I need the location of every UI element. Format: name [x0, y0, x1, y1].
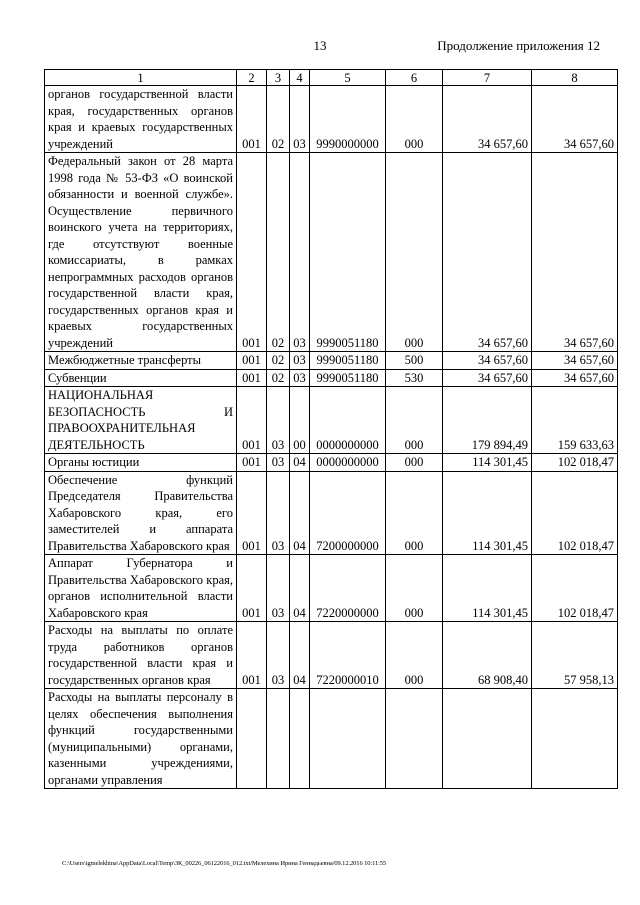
cell-code-2: 001: [237, 471, 267, 555]
cell-code-6: 530: [386, 369, 443, 387]
row-name: Федеральный закон от 28 марта 1998 года № 53-ФЗ «О воинской обязанности и военной службе». Осуществление первичного воинского учета на территориях, где отсутствуют военные комиссариаты, в рамках непрограммных расходов органов государственной власти края, государственных органов края и краевых государственных учреждений: [45, 153, 237, 352]
cell-code-4: [290, 689, 310, 789]
cell-code-5: 9990051180: [310, 153, 386, 352]
cell-amount-7: 34 657,60: [443, 86, 532, 153]
table-row: [45, 387, 618, 454]
column-number: 3: [267, 70, 290, 86]
row-name: Межбюджетные трансферты: [45, 352, 237, 370]
column-number: 4: [290, 70, 310, 86]
cell-amount-8: 57 958,13: [532, 622, 618, 689]
cell-amount-8: [532, 689, 618, 789]
column-number: 2: [237, 70, 267, 86]
table-row: [45, 86, 618, 153]
cell-amount-8: 34 657,60: [532, 86, 618, 153]
cell-amount-7: 34 657,60: [443, 352, 532, 370]
cell-code-6: 000: [386, 555, 443, 622]
cell-amount-8: 102 018,47: [532, 454, 618, 472]
cell-code-4: 00: [290, 387, 310, 454]
cell-code-6: 000: [386, 86, 443, 153]
column-number-row: [45, 70, 618, 86]
cell-amount-7: 114 301,45: [443, 471, 532, 555]
cell-code-3: 03: [267, 555, 290, 622]
cell-code-4: 03: [290, 369, 310, 387]
cell-code-5: 9990051180: [310, 369, 386, 387]
cell-amount-7: 34 657,60: [443, 369, 532, 387]
cell-code-4: 04: [290, 555, 310, 622]
continuation-label: Продолжение приложения 12: [437, 38, 600, 53]
cell-code-6: 000: [386, 153, 443, 352]
cell-code-6: 000: [386, 471, 443, 555]
cell-code-4: 04: [290, 622, 310, 689]
cell-code-4: 04: [290, 454, 310, 472]
cell-code-3: 03: [267, 471, 290, 555]
row-name: органов государственной власти края, государственных органов края и краевых государственных учреждений: [45, 86, 237, 153]
cell-code-2: 001: [237, 387, 267, 454]
column-number: 7: [443, 70, 532, 86]
cell-code-2: 001: [237, 555, 267, 622]
page-number: 13: [313, 38, 327, 53]
cell-code-5: 0000000000: [310, 387, 386, 454]
cell-code-3: 03: [267, 622, 290, 689]
cell-amount-8: 102 018,47: [532, 471, 618, 555]
row-name: Органы юстиции: [45, 454, 237, 472]
row-name: Расходы на выплаты по оплате труда работников органов государственной власти края и государственных органов края: [45, 622, 237, 689]
cell-code-3: 02: [267, 153, 290, 352]
cell-code-4: 04: [290, 471, 310, 555]
table-row: [45, 369, 618, 387]
row-name: НАЦИОНАЛЬНАЯ БЕЗОПАСНОСТЬ И ПРАВООХРАНИТЕЛЬНАЯ ДЕЯТЕЛЬНОСТЬ: [45, 387, 237, 454]
cell-code-2: 001: [237, 369, 267, 387]
budget-table: [44, 69, 618, 789]
row-name: Аппарат Губернатора и Правительства Хабаровского края, органов исполнительной власти Хабаровского края: [45, 555, 237, 622]
cell-code-2: 001: [237, 352, 267, 370]
cell-amount-7: [443, 689, 532, 789]
cell-code-3: 03: [267, 454, 290, 472]
cell-code-2: 001: [237, 454, 267, 472]
cell-code-2: 001: [237, 622, 267, 689]
cell-code-3: 03: [267, 387, 290, 454]
table-row: [45, 555, 618, 622]
row-name: Расходы на выплаты персоналу в целях обеспечения выполнения функций государственными (муниципальными) органами, казенными учреждениями, органами управления: [45, 689, 237, 789]
row-name: Обеспечение функций Председателя Правительства Хабаровского края, его заместителей и аппарата Правительства Хабаровского края: [45, 471, 237, 555]
cell-code-6: [386, 689, 443, 789]
cell-code-6: 000: [386, 454, 443, 472]
cell-code-5: 0000000000: [310, 454, 386, 472]
column-number: 5: [310, 70, 386, 86]
cell-amount-7: 179 894,49: [443, 387, 532, 454]
cell-code-5: 9990000000: [310, 86, 386, 153]
cell-code-2: 001: [237, 153, 267, 352]
cell-amount-8: 34 657,60: [532, 369, 618, 387]
table-row: [45, 454, 618, 472]
table-row: [45, 471, 618, 555]
cell-code-2: [237, 689, 267, 789]
table-row: [45, 689, 618, 789]
column-number: 6: [386, 70, 443, 86]
cell-code-5: 7220000000: [310, 555, 386, 622]
cell-amount-8: 159 633,63: [532, 387, 618, 454]
row-name: Субвенции: [45, 369, 237, 387]
cell-code-4: 03: [290, 153, 310, 352]
cell-amount-7: 68 908,40: [443, 622, 532, 689]
cell-code-4: 03: [290, 352, 310, 370]
cell-amount-7: 114 301,45: [443, 454, 532, 472]
file-path-footer: C:\Users\igmelekhina\AppData\Local\Temp\ЗК_00226_06122016_012.txt/Мелехина Ирина Геннадьевна/09.12.2016 10:11:55: [62, 860, 387, 867]
table-row: [45, 153, 618, 352]
cell-amount-7: 34 657,60: [443, 153, 532, 352]
cell-code-3: 02: [267, 369, 290, 387]
cell-code-3: 02: [267, 352, 290, 370]
cell-code-6: 000: [386, 387, 443, 454]
cell-code-3: 02: [267, 86, 290, 153]
cell-code-2: 001: [237, 86, 267, 153]
cell-code-6: 000: [386, 622, 443, 689]
column-number: 1: [45, 70, 237, 86]
cell-code-5: [310, 689, 386, 789]
cell-amount-8: 102 018,47: [532, 555, 618, 622]
cell-amount-7: 114 301,45: [443, 555, 532, 622]
table-row: [45, 622, 618, 689]
cell-code-6: 500: [386, 352, 443, 370]
cell-amount-8: 34 657,60: [532, 153, 618, 352]
cell-code-5: 7220000010: [310, 622, 386, 689]
column-number: 8: [532, 70, 618, 86]
cell-code-5: 9990051180: [310, 352, 386, 370]
cell-amount-8: 34 657,60: [532, 352, 618, 370]
table-row: [45, 352, 618, 370]
cell-code-4: 03: [290, 86, 310, 153]
cell-code-3: [267, 689, 290, 789]
cell-code-5: 7200000000: [310, 471, 386, 555]
